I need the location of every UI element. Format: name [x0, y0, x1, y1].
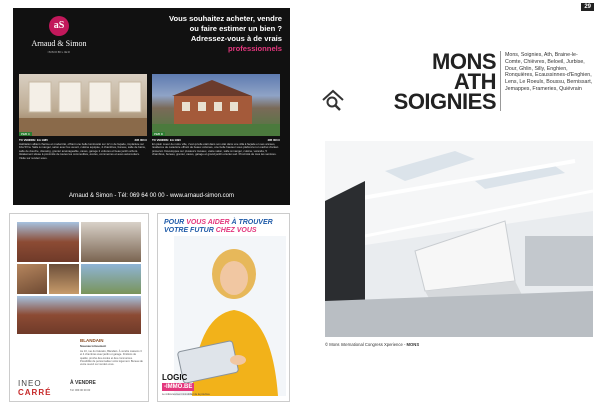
logic-immo-ad[interactable]	[157, 213, 290, 402]
listing-ref: TO VENDRE: EA 1985	[19, 139, 48, 142]
ad-description: Au 10, rue du Calvaire, Blandain. À vendre maisons 3 et 4 chambres avec jardin et garage. Finitions de qualité, proche des écoles et des commerces. Possibilité de personnaliser votre logement. Bureau de vente ouvert sur rendez-vous.	[80, 350, 143, 367]
peb-badge: PEB C	[21, 132, 31, 136]
listing-photo-interior	[19, 74, 147, 136]
slogan-word: TROUVER	[238, 219, 273, 226]
listing-1	[19, 139, 147, 183]
ad-photo-garden	[81, 264, 141, 294]
ad-slogan	[164, 219, 273, 235]
brand-name: CARRÉ	[18, 388, 52, 397]
ad-phone: Tél: 069 00 00 00	[70, 389, 91, 392]
slogan-word: VOUS	[186, 219, 207, 226]
headline-line: ou faire estimer un bien ?	[189, 24, 282, 33]
brand-logo	[19, 13, 99, 71]
ad-subtitle: Nouveau lotissement	[80, 345, 107, 348]
congress-center-photo	[325, 141, 593, 337]
ad-photo-houses	[17, 296, 141, 334]
ad-photo-room	[17, 264, 47, 294]
ineo-carre-logo	[18, 379, 51, 397]
brand-tag: IMMOBILIER	[47, 50, 71, 54]
logo-word: -IMMO.BE	[164, 384, 193, 390]
arnaud-simon-ad[interactable]	[13, 8, 290, 205]
listing-ref: TO VENDRE: EA 1990	[152, 139, 181, 142]
slogan-word: VOTRE FUTUR	[164, 227, 214, 234]
ad-title: BLANDAIN	[80, 338, 104, 343]
listing-text: En plein coeur de notre ville, c'est qu'elle était dans son état dans une villa à façade en ses années, résidence de caractère offrant de beaux volumes, une belle hauteur sous plafond et un cachet d'antan préservé. Développée sur plusieurs niveaux, vaste salon, salle à manger, cuisine, véranda, 5 chambres, bureau, grenier, caves, garage et grand jardin orienté sud. Proximité de tous les services.	[152, 141, 279, 157]
caption-location: MONS	[406, 342, 420, 347]
house-illustration	[152, 74, 280, 136]
for-sale-label: À VENDRE	[70, 380, 96, 386]
slogan-word: POUR	[164, 219, 185, 226]
region-title-line: SOIGNIES	[393, 89, 496, 114]
logo-word: LOGIC	[162, 373, 188, 382]
caption-text: © Mons International Congress Xperience -	[325, 342, 406, 347]
headline-highlight: professionnels	[227, 44, 282, 53]
brand-name: Arnaud & Simon	[31, 39, 87, 48]
listing-price: 485 000 €	[267, 139, 280, 142]
photo-caption	[325, 342, 419, 347]
headline-line: Adressez-vous à de vrais	[190, 34, 282, 43]
ad-photo-room	[49, 264, 79, 294]
brand-name: INEO	[18, 379, 42, 388]
listing-photo-exterior	[152, 74, 280, 136]
house-search-icon	[321, 88, 345, 112]
ad-contact-footer: Arnaud & Simon - Tél: 069 64 00 00 - www.arnaud-simon.com	[69, 193, 234, 199]
headline-line: Vous souhaitez acheter, vendre	[169, 14, 282, 23]
blandain-ad[interactable]	[9, 213, 149, 402]
woman-with-tablet-illustration	[174, 236, 286, 396]
region-title-line: ATH	[453, 69, 496, 94]
interior-illustration	[19, 74, 147, 136]
slogan-word: AIDER	[207, 219, 230, 226]
brand-logo-mark: aS	[49, 16, 69, 36]
region-title	[393, 49, 496, 114]
logic-immo-logo[interactable]	[162, 374, 194, 391]
listing-2	[152, 139, 280, 183]
ad-headline	[112, 14, 282, 54]
region-title-line: MONS	[432, 49, 496, 74]
slogan-word: À	[231, 219, 237, 226]
title-divider	[500, 51, 501, 111]
listing-price: 395 000 €	[134, 139, 147, 142]
page-number: 29	[581, 3, 594, 11]
ad-photo-interior	[81, 222, 141, 262]
logic-tagline: Le référencement immobilier de la province	[162, 393, 210, 396]
ad-photo-facade	[17, 222, 79, 262]
peb-badge: PEB D	[154, 132, 164, 136]
town-list: Mons, Soignies, Ath, Braine-le-Comte, Chièvres, Beloeil, Jurbise, Dour, Ghlin, Silly, Enghien, Ronquières, Ecaussinnes-d'Enghien, Lens, Le Roeulx, Boussu, Bernissart, Jemappes, Frameries, Quiévrain	[505, 52, 593, 92]
slogan-word: CHEZ VOUS	[215, 227, 257, 234]
listing-text: Habitation alliant charme et modernité, offrant une belle luminosité sur 12 m de façade, implantée sur 10a 57ca. Salle à manger, salon avec feu ouvert, cuisine équipée, 4 chambres, bureau, salle de bains, salle de douche, dressing, grenier aménageable, caves, garage 2 voitures et beau jardin arboré. Idéalement située à proximité de toutes les commodités, écoles, commerces et axes autoroutiers. Visite sur rendez-vous.	[19, 141, 146, 160]
